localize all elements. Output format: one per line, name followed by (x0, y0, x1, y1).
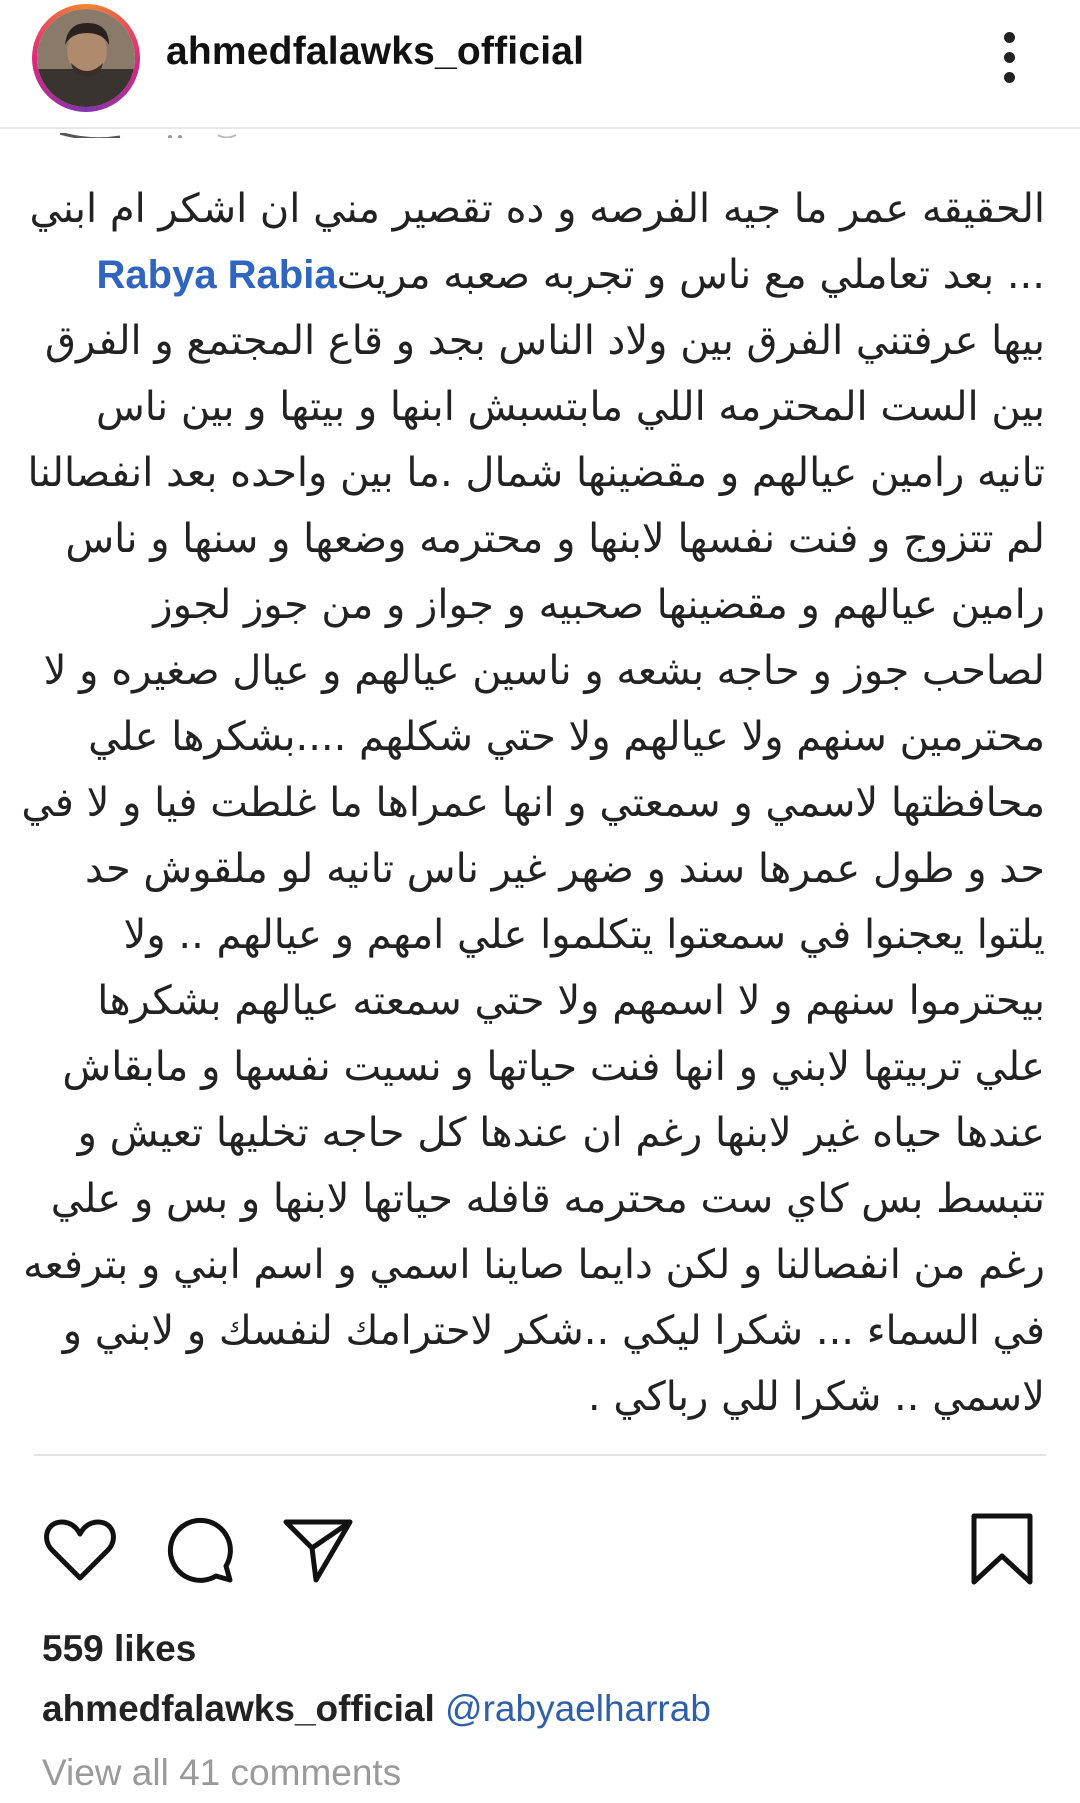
profile-photo-icon (37, 9, 135, 107)
avatar[interactable] (37, 9, 135, 107)
post-line: محترمين سنهم ولا عيالهم ولا حتي شكلهم ....بشكرها علي (88, 714, 1045, 760)
post-line: تانيه رامين عيالهم و مقضينها شمال .ما بين واحده بعد انفصالنا (27, 450, 1045, 496)
post-header (0, 0, 1080, 118)
cropped-image-edge (60, 128, 260, 138)
post-line: بيحترموا سنهم و لا اسمهم ولا حتي سمعته عيالهم بشكرها (97, 978, 1045, 1024)
post-line: لم تتزوج و فنت نفسها لابنها و محترمه وضعها و سنها و ناس (65, 516, 1045, 562)
post-line: تتبسط بس كاي ست محترمه قافله حياتها لابنها و بس و علي (50, 1176, 1045, 1222)
comment-icon[interactable] (160, 1510, 240, 1590)
post-username[interactable]: ahmedfalawks_official (166, 30, 585, 73)
post-line: علي تربيتها لابني و انها فنت حياتها و نسيت نفسها و مابقاش (62, 1044, 1045, 1090)
post-text-image (21, 176, 1045, 1436)
post-mention-link[interactable]: Rabya Rabia (96, 253, 337, 297)
bookmark-icon[interactable] (966, 1510, 1038, 1590)
post-line: رغم من انفصالنا و لكن دايما صاينا اسمي و اسم ابني و بترفعه (23, 1242, 1045, 1288)
post-line-text: ... بعد تعاملي مع ناس و تجربه صعبه مريت (336, 252, 1045, 298)
likes-count[interactable]: 559 likes (42, 1628, 197, 1669)
post-line: الحقيقه عمر ما جيه الفرصه و ده تقصير مني ان اشكر ام ابني (29, 186, 1045, 232)
post-line: يلتوا يعجنوا في سمعتوا يتكلموا علي امهم و عيالهم .. ولا (123, 912, 1045, 958)
caption-mention[interactable]: @rabyaelharrab (445, 1688, 711, 1729)
post-line: حد و طول عمرها سند و ضهر غير ناس تانيه لو ملقوش حد (84, 846, 1045, 892)
story-ring[interactable] (32, 4, 140, 112)
post-line: عندها حياه غير لابنها رغم ان عندها كل حاجه تخليها تعيش و (77, 1110, 1045, 1156)
view-comments-link[interactable]: View all 41 comments (42, 1752, 402, 1793)
post-line: رامين عيالهم و مقضينها صحبيه و جواز و من جوز لجوز (153, 582, 1045, 628)
post-line: بيها عرفتني الفرق بين ولاد الناس بجد و قاع المجتمع و الفرق (45, 318, 1045, 364)
more-vertical-icon[interactable] (990, 28, 1030, 88)
send-icon[interactable] (278, 1510, 358, 1590)
caption (42, 1688, 711, 1730)
post-line: لاسمي .. شكرا للي رباكي . (587, 1374, 1045, 1420)
heart-icon[interactable] (40, 1510, 120, 1590)
divider (34, 1454, 1046, 1456)
post-line: محافظتها لاسمي و سمعتي و انها عمراها ما غلطت فيا و لا في (21, 780, 1045, 826)
post-line: في السماء ... شكرا ليكي ..شكر لاحترامك لنفسك و لابني و (62, 1308, 1045, 1354)
action-bar (0, 1510, 1080, 1600)
post-line: بين الست المحترمه اللي مابتسبش ابنها و بيتها و بين ناس (95, 384, 1045, 430)
post-line (48, 242, 1045, 308)
divider (0, 127, 1080, 129)
post-line: لصاحب جوز و حاجه بشعه و ناسين عيالهم و عيال صغيره و لا (43, 648, 1045, 694)
caption-username[interactable]: ahmedfalawks_official (42, 1688, 435, 1729)
